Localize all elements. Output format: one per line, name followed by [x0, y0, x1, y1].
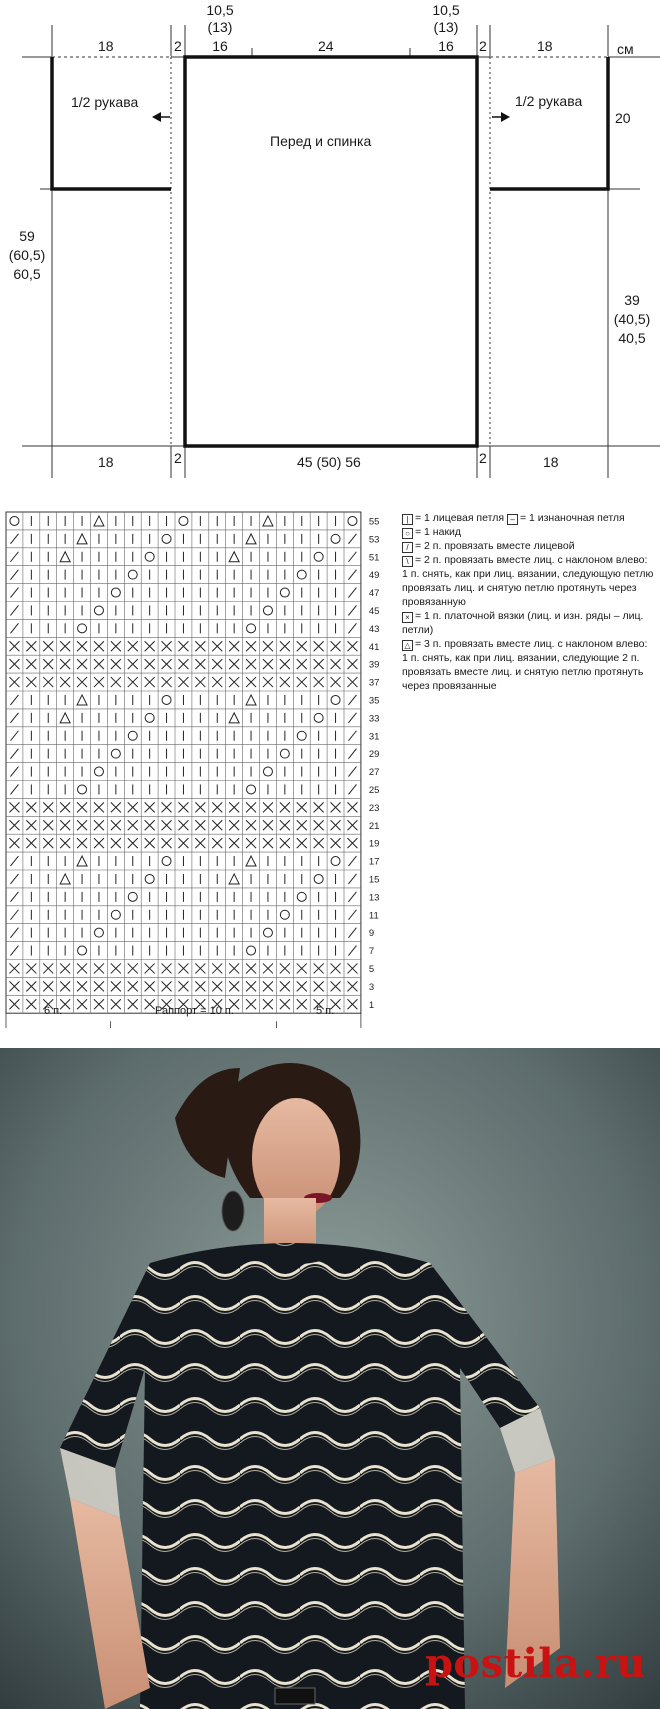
chart-right-count: 5 п. [316, 1005, 335, 1017]
garter-symbol-icon: × [402, 612, 413, 623]
chart-row-number: 11 [368, 910, 379, 922]
chart-row-number: 43 [368, 623, 380, 635]
right-height-2: (40,5) [613, 311, 651, 327]
right-height-1: 39 [624, 292, 640, 308]
chart-row-number: 25 [368, 784, 380, 796]
legend-garter: × = 1 п. платочной вязки (лиц. и изн. ряды – лиц. петли) [402, 610, 644, 636]
dim-left-shoulder-2: (13) [207, 19, 233, 35]
chart-row-number: 5 [368, 963, 375, 975]
chart-row-number: 49 [368, 570, 380, 582]
chart-row-number: 15 [368, 874, 380, 886]
left-height-3: 60,5 [13, 266, 41, 282]
model-photo-illustration [0, 1048, 660, 1709]
chart-legend [402, 511, 654, 693]
dim-body-width: 45 (50) 56 [297, 454, 361, 470]
dim-left-shoulder-3: 16 [212, 38, 228, 54]
chart-row-number: 27 [368, 767, 380, 779]
chart-row-number: 17 [368, 856, 380, 868]
knitting-chart [0, 508, 400, 1028]
dim-left-gap-top: 2 [174, 38, 182, 54]
chart-row-number: 21 [368, 820, 380, 832]
legend-k2tog: / = 2 п. провязать вместе лицевой [402, 539, 654, 553]
yarn-over-symbol-icon: ○ [402, 528, 413, 539]
dim-left-gap-bottom: 2 [174, 450, 182, 466]
left-sleeve-label: 1/2 рукава [71, 94, 139, 110]
chart-row-number: 51 [368, 552, 380, 564]
chart-row-number: 33 [368, 713, 380, 725]
right-sleeve-label: 1/2 рукава [515, 93, 583, 109]
chart-row-number: 7 [368, 946, 375, 958]
dim-right-gap-bottom: 2 [479, 450, 487, 466]
pattern-schema [0, 0, 660, 480]
dim-left-sleeve-top: 18 [98, 38, 114, 54]
right-height-3: 40,5 [618, 330, 646, 346]
dim-right-shoulder-1: 10,5 [432, 2, 460, 18]
dim-neck: 24 [318, 38, 334, 54]
chart-left-count: 6 п. [44, 1005, 63, 1017]
chart-row-number: 37 [368, 677, 380, 689]
chart-row-number: 23 [368, 802, 380, 814]
chart-row-number: 55 [368, 516, 380, 528]
dim-right-shoulder-3: 16 [438, 38, 454, 54]
legend-knit-purl: | = 1 лицевая петля – = 1 изнаночная петля [402, 511, 654, 525]
legend-yo: ○ = 1 накид [402, 525, 654, 539]
left-height-1: 59 [19, 228, 35, 244]
legend-k3tog: △ = 3 п. провязать вместе лиц. с наклоном влево: 1 п. снять, как при лиц. вязании, следующие 2 п. провязать вместе лиц. и снятую петлю протянуть через провязанные [402, 638, 648, 692]
chart-row-number: 35 [368, 695, 380, 707]
purl-symbol-icon: – [507, 514, 518, 525]
chart-row-number: 45 [368, 605, 380, 617]
chart-row-number: 47 [368, 588, 380, 600]
chart-row-number: 13 [368, 892, 380, 904]
knit-symbol-icon: | [402, 514, 413, 525]
left-height-2: (60,5) [8, 247, 46, 263]
body-label: Перед и спинка [270, 133, 372, 149]
chart-row-number: 3 [368, 981, 375, 993]
model-photo [0, 1048, 660, 1709]
postila-watermark: postila.ru [424, 1640, 646, 1687]
sleeve-height: 20 [615, 110, 631, 126]
chart-row-number: 53 [368, 534, 380, 546]
k2tog-symbol-icon: / [402, 542, 413, 553]
chart-row-number: 41 [368, 641, 380, 653]
dim-left-shoulder-1: 10,5 [206, 2, 234, 18]
ssk-symbol-icon: \ [402, 556, 413, 567]
legend-ssk: \ = 2 п. провязать вместе лиц. с наклоном влево: 1 п. снять, как при лиц. вязании, следующую петлю провязать лиц. и снятую петлю протянуть через провязанную [402, 554, 654, 608]
chart-row-number: 31 [368, 731, 380, 743]
dim-right-shoulder-2: (13) [433, 19, 459, 35]
dim-right-sleeve-bottom: 18 [543, 454, 559, 470]
chart-row-number: 1 [368, 999, 375, 1011]
dim-right-gap-top: 2 [479, 38, 487, 54]
dim-right-sleeve-top: 18 [537, 38, 553, 54]
units-label: см [617, 41, 634, 57]
chart-row-number: 39 [368, 659, 380, 671]
chart-row-number: 19 [368, 838, 380, 850]
chart-row-number: 29 [368, 749, 380, 761]
k3tog-symbol-icon: △ [402, 640, 413, 651]
chart-row-number: 9 [368, 928, 375, 940]
dim-left-sleeve-bottom: 18 [98, 454, 114, 470]
chart-repeat-label: Раппорт = 10 п. [155, 1005, 234, 1017]
